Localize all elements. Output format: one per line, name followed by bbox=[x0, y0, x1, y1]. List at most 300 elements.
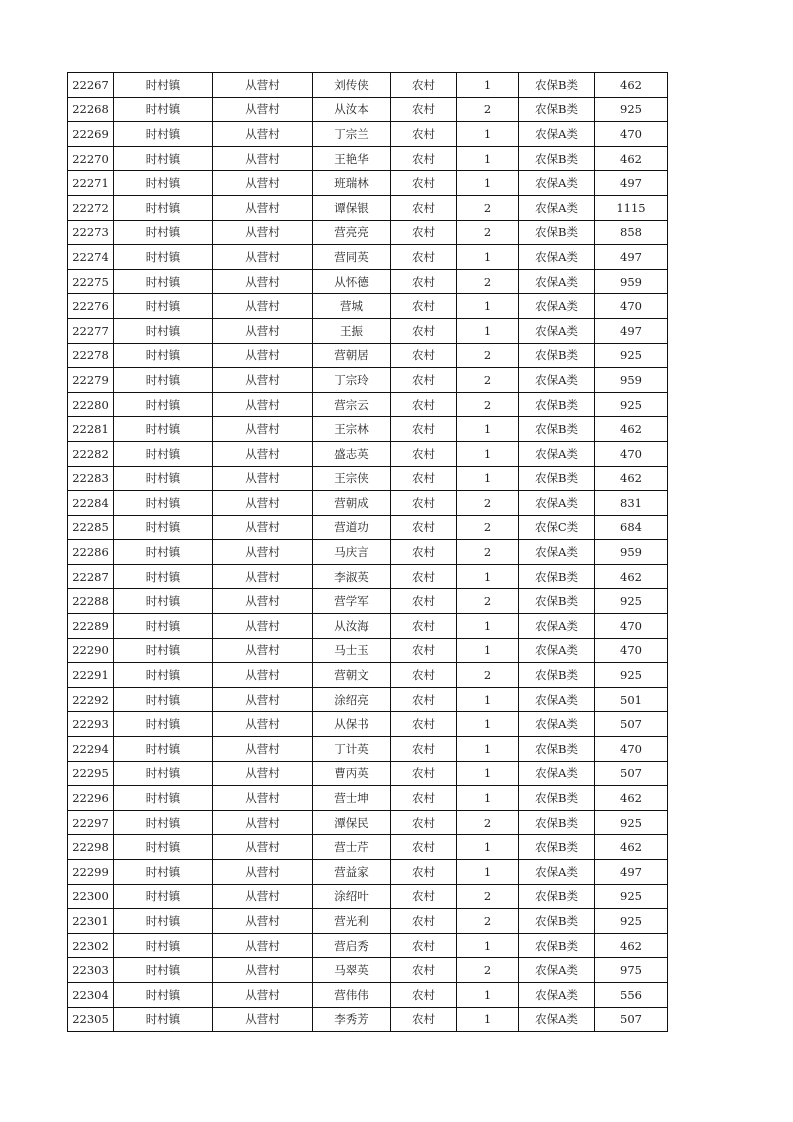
record-id-cell: 22300 bbox=[68, 884, 114, 909]
member-count-cell: 1 bbox=[457, 441, 519, 466]
member-count-cell: 1 bbox=[457, 73, 519, 98]
amount-cell: 497 bbox=[595, 171, 668, 196]
household-type-cell: 农村 bbox=[391, 958, 457, 983]
town-cell: 时村镇 bbox=[114, 122, 213, 147]
village-cell: 从营村 bbox=[213, 564, 313, 589]
town-cell: 时村镇 bbox=[114, 540, 213, 565]
table-row bbox=[68, 982, 668, 1007]
village-cell: 从营村 bbox=[213, 663, 313, 688]
table-row bbox=[68, 958, 668, 983]
insurance-category-cell: 农保A类 bbox=[519, 318, 595, 343]
insurance-category-cell: 农保A类 bbox=[519, 540, 595, 565]
town-cell: 时村镇 bbox=[114, 564, 213, 589]
record-id-cell: 22298 bbox=[68, 835, 114, 860]
table-row bbox=[68, 417, 668, 442]
village-cell: 从营村 bbox=[213, 909, 313, 934]
household-type-cell: 农村 bbox=[391, 687, 457, 712]
record-id-cell: 22293 bbox=[68, 712, 114, 737]
insurance-category-cell: 农保A类 bbox=[519, 1007, 595, 1032]
village-cell: 从营村 bbox=[213, 712, 313, 737]
insurance-category-cell: 农保A类 bbox=[519, 712, 595, 737]
town-cell: 时村镇 bbox=[114, 786, 213, 811]
village-cell: 从营村 bbox=[213, 737, 313, 762]
insurance-category-cell: 农保B类 bbox=[519, 564, 595, 589]
insurance-category-cell: 农保C类 bbox=[519, 515, 595, 540]
village-cell: 从营村 bbox=[213, 589, 313, 614]
table-row bbox=[68, 540, 668, 565]
insurance-category-cell: 农保A类 bbox=[519, 958, 595, 983]
insurance-category-cell: 农保B类 bbox=[519, 589, 595, 614]
town-cell: 时村镇 bbox=[114, 737, 213, 762]
insurance-category-cell: 农保A类 bbox=[519, 171, 595, 196]
village-cell: 从营村 bbox=[213, 466, 313, 491]
insurance-category-cell: 农保B类 bbox=[519, 786, 595, 811]
town-cell: 时村镇 bbox=[114, 982, 213, 1007]
village-cell: 从营村 bbox=[213, 97, 313, 122]
table-row bbox=[68, 245, 668, 270]
member-count-cell: 1 bbox=[457, 146, 519, 171]
village-cell: 从营村 bbox=[213, 982, 313, 1007]
household-type-cell: 农村 bbox=[391, 491, 457, 516]
town-cell: 时村镇 bbox=[114, 589, 213, 614]
household-type-cell: 农村 bbox=[391, 146, 457, 171]
amount-cell: 462 bbox=[595, 835, 668, 860]
household-type-cell: 农村 bbox=[391, 884, 457, 909]
village-cell: 从营村 bbox=[213, 195, 313, 220]
table-row bbox=[68, 884, 668, 909]
table-row bbox=[68, 638, 668, 663]
person-name-cell: 营亮亮 bbox=[313, 220, 391, 245]
member-count-cell: 1 bbox=[457, 564, 519, 589]
household-type-cell: 农村 bbox=[391, 564, 457, 589]
village-cell: 从营村 bbox=[213, 958, 313, 983]
record-id-cell: 22297 bbox=[68, 810, 114, 835]
person-name-cell: 谭保银 bbox=[313, 195, 391, 220]
member-count-cell: 2 bbox=[457, 269, 519, 294]
household-type-cell: 农村 bbox=[391, 73, 457, 98]
member-count-cell: 2 bbox=[457, 810, 519, 835]
person-name-cell: 潭保民 bbox=[313, 810, 391, 835]
amount-cell: 925 bbox=[595, 97, 668, 122]
person-name-cell: 李淑英 bbox=[313, 564, 391, 589]
household-type-cell: 农村 bbox=[391, 737, 457, 762]
insurance-category-cell: 农保A类 bbox=[519, 441, 595, 466]
household-type-cell: 农村 bbox=[391, 392, 457, 417]
amount-cell: 556 bbox=[595, 982, 668, 1007]
person-name-cell: 李秀芳 bbox=[313, 1007, 391, 1032]
insurance-category-cell: 农保B类 bbox=[519, 884, 595, 909]
amount-cell: 462 bbox=[595, 564, 668, 589]
insurance-category-cell: 农保B类 bbox=[519, 146, 595, 171]
village-cell: 从营村 bbox=[213, 835, 313, 860]
household-type-cell: 农村 bbox=[391, 712, 457, 737]
insurance-category-cell: 农保A类 bbox=[519, 245, 595, 270]
household-type-cell: 农村 bbox=[391, 638, 457, 663]
town-cell: 时村镇 bbox=[114, 712, 213, 737]
town-cell: 时村镇 bbox=[114, 245, 213, 270]
household-type-cell: 农村 bbox=[391, 786, 457, 811]
amount-cell: 470 bbox=[595, 122, 668, 147]
member-count-cell: 1 bbox=[457, 737, 519, 762]
person-name-cell: 营朝文 bbox=[313, 663, 391, 688]
insurance-category-cell: 农保A类 bbox=[519, 491, 595, 516]
village-cell: 从营村 bbox=[213, 269, 313, 294]
village-cell: 从营村 bbox=[213, 220, 313, 245]
insurance-category-cell: 农保B类 bbox=[519, 909, 595, 934]
record-id-cell: 22287 bbox=[68, 564, 114, 589]
household-type-cell: 农村 bbox=[391, 122, 457, 147]
record-id-cell: 22269 bbox=[68, 122, 114, 147]
person-name-cell: 从汝海 bbox=[313, 614, 391, 639]
record-id-cell: 22296 bbox=[68, 786, 114, 811]
village-cell: 从营村 bbox=[213, 933, 313, 958]
table-row bbox=[68, 933, 668, 958]
records-table bbox=[67, 72, 668, 1032]
record-id-cell: 22283 bbox=[68, 466, 114, 491]
amount-cell: 975 bbox=[595, 958, 668, 983]
village-cell: 从营村 bbox=[213, 294, 313, 319]
member-count-cell: 2 bbox=[457, 958, 519, 983]
table-row bbox=[68, 97, 668, 122]
town-cell: 时村镇 bbox=[114, 171, 213, 196]
town-cell: 时村镇 bbox=[114, 884, 213, 909]
amount-cell: 925 bbox=[595, 909, 668, 934]
village-cell: 从营村 bbox=[213, 810, 313, 835]
table-row bbox=[68, 909, 668, 934]
record-id-cell: 22299 bbox=[68, 860, 114, 885]
record-id-cell: 22304 bbox=[68, 982, 114, 1007]
amount-cell: 470 bbox=[595, 441, 668, 466]
amount-cell: 1115 bbox=[595, 195, 668, 220]
insurance-category-cell: 农保A类 bbox=[519, 761, 595, 786]
household-type-cell: 农村 bbox=[391, 368, 457, 393]
person-name-cell: 营启秀 bbox=[313, 933, 391, 958]
amount-cell: 925 bbox=[595, 392, 668, 417]
household-type-cell: 农村 bbox=[391, 269, 457, 294]
village-cell: 从营村 bbox=[213, 122, 313, 147]
insurance-category-cell: 农保B类 bbox=[519, 835, 595, 860]
table-row bbox=[68, 368, 668, 393]
town-cell: 时村镇 bbox=[114, 515, 213, 540]
amount-cell: 462 bbox=[595, 786, 668, 811]
village-cell: 从营村 bbox=[213, 245, 313, 270]
insurance-category-cell: 农保B类 bbox=[519, 417, 595, 442]
record-id-cell: 22295 bbox=[68, 761, 114, 786]
person-name-cell: 营伟伟 bbox=[313, 982, 391, 1007]
amount-cell: 497 bbox=[595, 245, 668, 270]
table-row bbox=[68, 564, 668, 589]
insurance-category-cell: 农保A类 bbox=[519, 294, 595, 319]
table-row bbox=[68, 515, 668, 540]
town-cell: 时村镇 bbox=[114, 614, 213, 639]
household-type-cell: 农村 bbox=[391, 982, 457, 1007]
household-type-cell: 农村 bbox=[391, 933, 457, 958]
record-id-cell: 22289 bbox=[68, 614, 114, 639]
record-id-cell: 22268 bbox=[68, 97, 114, 122]
household-type-cell: 农村 bbox=[391, 220, 457, 245]
table-body bbox=[68, 73, 668, 1032]
member-count-cell: 2 bbox=[457, 195, 519, 220]
town-cell: 时村镇 bbox=[114, 810, 213, 835]
town-cell: 时村镇 bbox=[114, 441, 213, 466]
record-id-cell: 22279 bbox=[68, 368, 114, 393]
table-row bbox=[68, 712, 668, 737]
town-cell: 时村镇 bbox=[114, 195, 213, 220]
record-id-cell: 22301 bbox=[68, 909, 114, 934]
person-name-cell: 马庆言 bbox=[313, 540, 391, 565]
insurance-category-cell: 农保A类 bbox=[519, 269, 595, 294]
insurance-category-cell: 农保A类 bbox=[519, 195, 595, 220]
member-count-cell: 1 bbox=[457, 1007, 519, 1032]
town-cell: 时村镇 bbox=[114, 663, 213, 688]
member-count-cell: 2 bbox=[457, 368, 519, 393]
table-row bbox=[68, 294, 668, 319]
member-count-cell: 2 bbox=[457, 909, 519, 934]
member-count-cell: 1 bbox=[457, 835, 519, 860]
insurance-category-cell: 农保B类 bbox=[519, 933, 595, 958]
member-count-cell: 1 bbox=[457, 638, 519, 663]
record-id-cell: 22272 bbox=[68, 195, 114, 220]
amount-cell: 684 bbox=[595, 515, 668, 540]
record-id-cell: 22280 bbox=[68, 392, 114, 417]
record-id-cell: 22273 bbox=[68, 220, 114, 245]
village-cell: 从营村 bbox=[213, 638, 313, 663]
village-cell: 从营村 bbox=[213, 392, 313, 417]
amount-cell: 925 bbox=[595, 810, 668, 835]
member-count-cell: 2 bbox=[457, 220, 519, 245]
amount-cell: 462 bbox=[595, 466, 668, 491]
member-count-cell: 1 bbox=[457, 614, 519, 639]
town-cell: 时村镇 bbox=[114, 687, 213, 712]
amount-cell: 925 bbox=[595, 884, 668, 909]
village-cell: 从营村 bbox=[213, 73, 313, 98]
village-cell: 从营村 bbox=[213, 860, 313, 885]
member-count-cell: 1 bbox=[457, 860, 519, 885]
town-cell: 时村镇 bbox=[114, 220, 213, 245]
person-name-cell: 营士坤 bbox=[313, 786, 391, 811]
village-cell: 从营村 bbox=[213, 761, 313, 786]
town-cell: 时村镇 bbox=[114, 761, 213, 786]
record-id-cell: 22276 bbox=[68, 294, 114, 319]
village-cell: 从营村 bbox=[213, 614, 313, 639]
insurance-category-cell: 农保A类 bbox=[519, 368, 595, 393]
village-cell: 从营村 bbox=[213, 441, 313, 466]
amount-cell: 507 bbox=[595, 1007, 668, 1032]
town-cell: 时村镇 bbox=[114, 73, 213, 98]
member-count-cell: 2 bbox=[457, 97, 519, 122]
member-count-cell: 1 bbox=[457, 122, 519, 147]
member-count-cell: 2 bbox=[457, 540, 519, 565]
member-count-cell: 1 bbox=[457, 171, 519, 196]
insurance-category-cell: 农保B类 bbox=[519, 810, 595, 835]
person-name-cell: 王宗侠 bbox=[313, 466, 391, 491]
town-cell: 时村镇 bbox=[114, 269, 213, 294]
household-type-cell: 农村 bbox=[391, 318, 457, 343]
record-id-cell: 22270 bbox=[68, 146, 114, 171]
table-row bbox=[68, 269, 668, 294]
person-name-cell: 马士玉 bbox=[313, 638, 391, 663]
record-id-cell: 22275 bbox=[68, 269, 114, 294]
record-id-cell: 22288 bbox=[68, 589, 114, 614]
member-count-cell: 1 bbox=[457, 761, 519, 786]
person-name-cell: 营同英 bbox=[313, 245, 391, 270]
amount-cell: 501 bbox=[595, 687, 668, 712]
member-count-cell: 1 bbox=[457, 245, 519, 270]
table-row bbox=[68, 146, 668, 171]
member-count-cell: 1 bbox=[457, 417, 519, 442]
person-name-cell: 营朝成 bbox=[313, 491, 391, 516]
person-name-cell: 曹丙英 bbox=[313, 761, 391, 786]
household-type-cell: 农村 bbox=[391, 343, 457, 368]
amount-cell: 497 bbox=[595, 860, 668, 885]
record-id-cell: 22278 bbox=[68, 343, 114, 368]
amount-cell: 470 bbox=[595, 638, 668, 663]
household-type-cell: 农村 bbox=[391, 909, 457, 934]
person-name-cell: 营益家 bbox=[313, 860, 391, 885]
town-cell: 时村镇 bbox=[114, 392, 213, 417]
table-row bbox=[68, 663, 668, 688]
table-row bbox=[68, 786, 668, 811]
amount-cell: 507 bbox=[595, 712, 668, 737]
amount-cell: 497 bbox=[595, 318, 668, 343]
town-cell: 时村镇 bbox=[114, 368, 213, 393]
table-row bbox=[68, 466, 668, 491]
household-type-cell: 农村 bbox=[391, 761, 457, 786]
household-type-cell: 农村 bbox=[391, 515, 457, 540]
amount-cell: 507 bbox=[595, 761, 668, 786]
household-type-cell: 农村 bbox=[391, 466, 457, 491]
insurance-category-cell: 农保B类 bbox=[519, 97, 595, 122]
member-count-cell: 2 bbox=[457, 392, 519, 417]
person-name-cell: 营宗云 bbox=[313, 392, 391, 417]
insurance-category-cell: 农保B类 bbox=[519, 392, 595, 417]
record-id-cell: 22282 bbox=[68, 441, 114, 466]
table-row bbox=[68, 737, 668, 762]
amount-cell: 831 bbox=[595, 491, 668, 516]
town-cell: 时村镇 bbox=[114, 491, 213, 516]
member-count-cell: 1 bbox=[457, 466, 519, 491]
town-cell: 时村镇 bbox=[114, 1007, 213, 1032]
person-name-cell: 马翠英 bbox=[313, 958, 391, 983]
person-name-cell: 王宗林 bbox=[313, 417, 391, 442]
member-count-cell: 2 bbox=[457, 491, 519, 516]
amount-cell: 470 bbox=[595, 737, 668, 762]
town-cell: 时村镇 bbox=[114, 294, 213, 319]
table-row bbox=[68, 860, 668, 885]
household-type-cell: 农村 bbox=[391, 540, 457, 565]
table-row bbox=[68, 122, 668, 147]
amount-cell: 959 bbox=[595, 540, 668, 565]
record-id-cell: 22303 bbox=[68, 958, 114, 983]
person-name-cell: 营道功 bbox=[313, 515, 391, 540]
village-cell: 从营村 bbox=[213, 884, 313, 909]
insurance-category-cell: 农保B类 bbox=[519, 73, 595, 98]
person-name-cell: 从怀德 bbox=[313, 269, 391, 294]
town-cell: 时村镇 bbox=[114, 835, 213, 860]
table-row bbox=[68, 318, 668, 343]
record-id-cell: 22305 bbox=[68, 1007, 114, 1032]
member-count-cell: 2 bbox=[457, 884, 519, 909]
member-count-cell: 1 bbox=[457, 687, 519, 712]
town-cell: 时村镇 bbox=[114, 146, 213, 171]
household-type-cell: 农村 bbox=[391, 663, 457, 688]
town-cell: 时村镇 bbox=[114, 909, 213, 934]
household-type-cell: 农村 bbox=[391, 589, 457, 614]
insurance-category-cell: 农保B类 bbox=[519, 220, 595, 245]
household-type-cell: 农村 bbox=[391, 441, 457, 466]
village-cell: 从营村 bbox=[213, 491, 313, 516]
table-row bbox=[68, 343, 668, 368]
person-name-cell: 从保书 bbox=[313, 712, 391, 737]
table-row bbox=[68, 810, 668, 835]
record-id-cell: 22291 bbox=[68, 663, 114, 688]
record-id-cell: 22284 bbox=[68, 491, 114, 516]
member-count-cell: 2 bbox=[457, 515, 519, 540]
insurance-category-cell: 农保A类 bbox=[519, 860, 595, 885]
person-name-cell: 丁计英 bbox=[313, 737, 391, 762]
insurance-category-cell: 农保A类 bbox=[519, 122, 595, 147]
record-id-cell: 22267 bbox=[68, 73, 114, 98]
town-cell: 时村镇 bbox=[114, 343, 213, 368]
person-name-cell: 涂绍叶 bbox=[313, 884, 391, 909]
record-id-cell: 22285 bbox=[68, 515, 114, 540]
member-count-cell: 1 bbox=[457, 294, 519, 319]
member-count-cell: 2 bbox=[457, 589, 519, 614]
member-count-cell: 1 bbox=[457, 318, 519, 343]
town-cell: 时村镇 bbox=[114, 97, 213, 122]
person-name-cell: 涂绍亮 bbox=[313, 687, 391, 712]
table-row bbox=[68, 441, 668, 466]
village-cell: 从营村 bbox=[213, 171, 313, 196]
household-type-cell: 农村 bbox=[391, 810, 457, 835]
record-id-cell: 22286 bbox=[68, 540, 114, 565]
household-type-cell: 农村 bbox=[391, 614, 457, 639]
town-cell: 时村镇 bbox=[114, 933, 213, 958]
member-count-cell: 1 bbox=[457, 712, 519, 737]
person-name-cell: 营学军 bbox=[313, 589, 391, 614]
village-cell: 从营村 bbox=[213, 540, 313, 565]
household-type-cell: 农村 bbox=[391, 835, 457, 860]
person-name-cell: 王振 bbox=[313, 318, 391, 343]
table-row bbox=[68, 687, 668, 712]
person-name-cell: 刘传侠 bbox=[313, 73, 391, 98]
village-cell: 从营村 bbox=[213, 417, 313, 442]
insurance-category-cell: 农保B类 bbox=[519, 466, 595, 491]
town-cell: 时村镇 bbox=[114, 638, 213, 663]
village-cell: 从营村 bbox=[213, 687, 313, 712]
amount-cell: 462 bbox=[595, 146, 668, 171]
table-row bbox=[68, 220, 668, 245]
record-id-cell: 22281 bbox=[68, 417, 114, 442]
insurance-category-cell: 农保A类 bbox=[519, 614, 595, 639]
record-id-cell: 22294 bbox=[68, 737, 114, 762]
amount-cell: 470 bbox=[595, 614, 668, 639]
amount-cell: 462 bbox=[595, 417, 668, 442]
table-row bbox=[68, 589, 668, 614]
person-name-cell: 营朝居 bbox=[313, 343, 391, 368]
town-cell: 时村镇 bbox=[114, 860, 213, 885]
insurance-category-cell: 农保B类 bbox=[519, 343, 595, 368]
village-cell: 从营村 bbox=[213, 318, 313, 343]
table-row bbox=[68, 491, 668, 516]
record-id-cell: 22290 bbox=[68, 638, 114, 663]
record-id-cell: 22292 bbox=[68, 687, 114, 712]
amount-cell: 925 bbox=[595, 343, 668, 368]
amount-cell: 959 bbox=[595, 269, 668, 294]
record-id-cell: 22271 bbox=[68, 171, 114, 196]
household-type-cell: 农村 bbox=[391, 171, 457, 196]
town-cell: 时村镇 bbox=[114, 417, 213, 442]
